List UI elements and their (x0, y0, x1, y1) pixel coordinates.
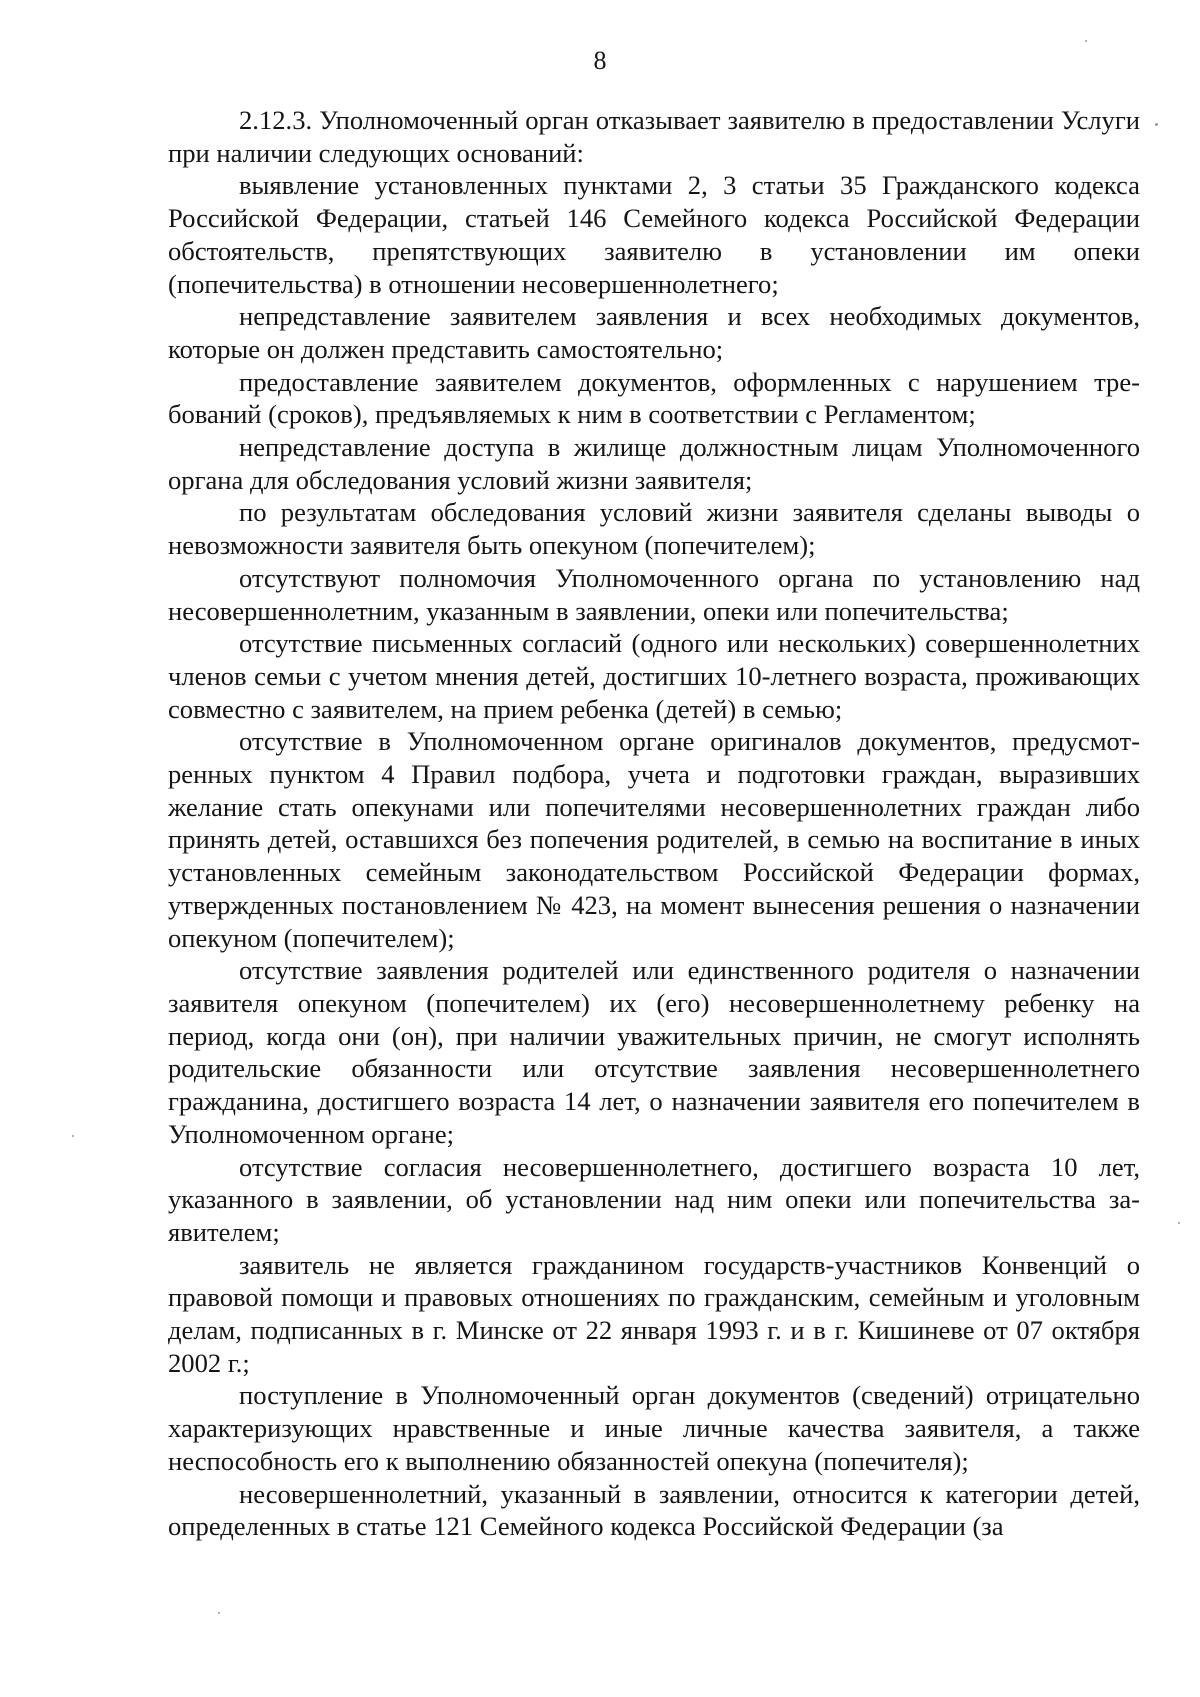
paragraph-ground: отсутствуют полномочия Уполномоченного органа по установлению над несовершеннолетним, указанным в заявлении, опеки или попечительства; (168, 562, 1140, 626)
document-body (168, 104, 1140, 1543)
paragraph-ground: по результатам обследования условий жизни заявителя сделаны выводы о невозможности заявителя быть опекуном (попечителем); (168, 497, 1140, 561)
paragraph-ground: непредставление заявителем заявления и всех необходимых документов, которые он должен представить самостоятельно; (168, 301, 1140, 364)
scan-speck (1178, 1222, 1180, 1224)
paragraph-ground: отсутствие заявления родителей или единственного родителя о назначении заявителя опекуном (попечителем) их (его) несовершеннолетнему ребенку на период, когда они (он), при наличии уважительных причин, не смогут исполнять родительские обязанности или отсутствие заявления несовершеннолетнего гражданина, достигшего возраста 14 лет, о назначении заявителя его попечителем в Уполномоченном органе; (168, 955, 1140, 1149)
scan-speck (72, 1135, 74, 1137)
scan-speck (1085, 40, 1087, 42)
scan-speck (1155, 123, 1158, 126)
paragraph-ground: отсутствие согласия несовершеннолетнего, достигшего возраста 10 лет, указанного в заявлении, об установлении над ним опеки или попечительства заявителем; (168, 1151, 1140, 1247)
paragraph-ground: предоставление заявителем документов, оформленных с нарушением требований (сроков), предъявляемых к ним в соответствии с Регламентом; (168, 366, 1140, 430)
paragraph-ground: поступление в Уполномоченный орган документов (сведений) отрицательно характеризующих нравственные и иные личные качества заявителя, а также неспособность его к выполнению обязанностей опекуна (попечителя); (168, 1380, 1140, 1476)
paragraph-ground: отсутствие письменных согласий (одного или нескольких) совершеннолетних членов семьи с учетом мнения детей, достигших 10-летнего возраста, проживающих совместно с заявителем, на прием ребенка (детей) в семью; (168, 628, 1140, 724)
scan-speck (218, 1612, 220, 1614)
paragraph-ground: несовершеннолетний, указанный в заявлении, относится к категории детей, определенных в статье 121 Семейного кодекса Российской Федерации (за (168, 1478, 1140, 1542)
page-number: 8 (593, 46, 607, 75)
paragraph-ground: непредставление доступа в жилище должностным лицам Уполномоченного органа для обследования условий жизни заявителя; (168, 432, 1140, 495)
paragraph-ground: выявление установленных пунктами 2, 3 статьи 35 Гражданского кодекса Российской Федерации, статьей 146 Семейного кодекса Российской Федерации обстоятельств, препятствующих заявителю в установлении им опеки (попечительства) в отношении несовершеннолетнего; (168, 170, 1140, 299)
paragraph-ground: заявитель не является гражданином государств-участников Конвенций о правовой помощи и правовых отношениях по гражданским, семейным и уголовным делам, подписанных в г. Минске от 22 января 1993 г. и в г. Кишиневе от 07 октября 2002 г.; (168, 1249, 1140, 1378)
paragraph-section-2-12-3: 2.12.3. Уполномоченный орган отказывает заявителю в предоставлении Услуги при наличии следующих оснований: (168, 105, 1140, 168)
paragraph-ground: отсутствие в Уполномоченном органе оригиналов документов, предусмотренных пунктом 4 Правил подбора, учета и подготовки граждан, выразивших желание стать опекунами или попечителями несовершеннолетних граждан либо принять детей, оставшихся без попечения родителей, в семью на воспитание в иных установленных семейным законодательством Российской Федерации формах, утвержденных постановлением № 423, на момент вынесения решения о назначении опекуном (попечителем); (168, 726, 1140, 953)
